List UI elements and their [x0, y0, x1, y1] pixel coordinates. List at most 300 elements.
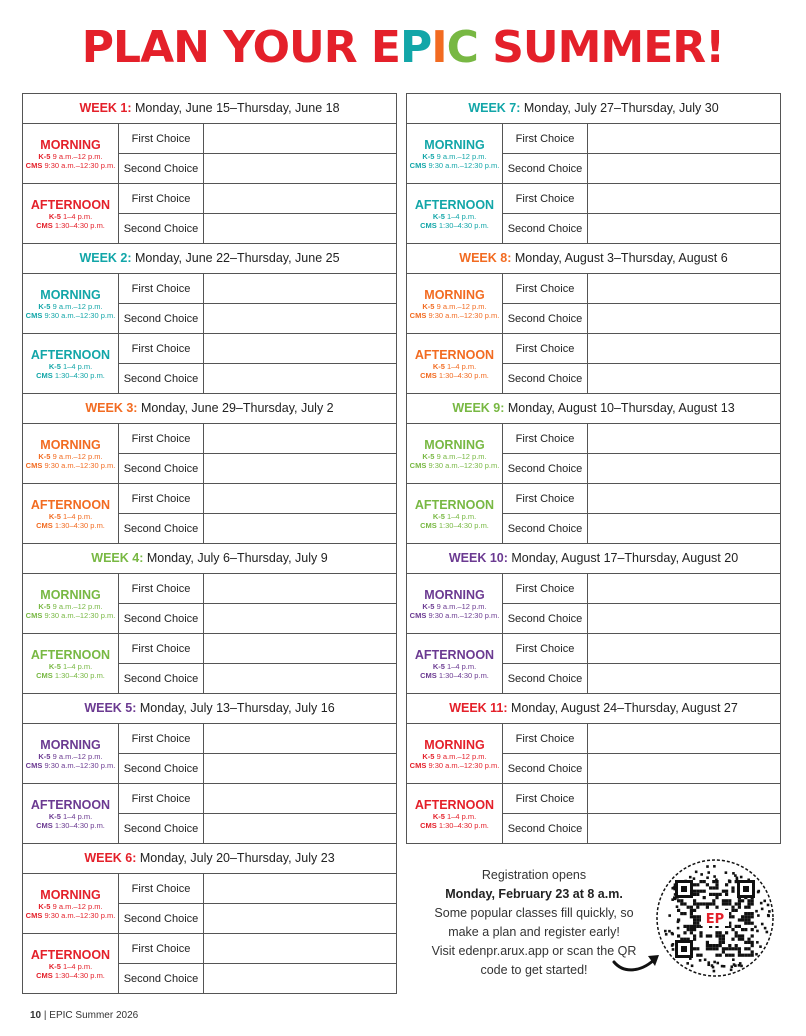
week-block — [406, 243, 781, 393]
second-choice-field[interactable] — [588, 664, 780, 693]
afternoon-label: AFTERNOON — [30, 197, 111, 212]
registration-heading: Registration opens — [481, 868, 587, 882]
afternoon-label: AFTERNOON — [414, 497, 495, 512]
k5-time — [49, 212, 92, 221]
week-block — [22, 93, 397, 243]
cms-time — [26, 911, 116, 920]
first-choice-label: First Choice — [119, 784, 204, 813]
second-choice-label: Second Choice — [503, 754, 588, 783]
morning-slot-label — [23, 574, 119, 633]
grade-label: CMS — [409, 460, 427, 470]
second-choice-label: Second Choice — [119, 754, 204, 783]
second-choice-field[interactable] — [204, 814, 396, 843]
k5-time — [433, 812, 476, 821]
week-column-right — [406, 93, 781, 844]
second-choice-label: Second Choice — [503, 304, 588, 333]
time-text: 1:30–4:30 p.m. — [438, 820, 489, 830]
morning-slot-label — [407, 424, 503, 483]
cms-time — [36, 521, 105, 530]
week-dates: Monday, July 20–Thursday, July 23 — [139, 851, 335, 865]
first-choice-row — [119, 184, 396, 214]
second-choice-label: Second Choice — [503, 604, 588, 633]
afternoon-slot — [407, 334, 780, 393]
morning-slot — [407, 424, 780, 484]
afternoon-slot — [23, 334, 396, 393]
afternoon-slot-label — [23, 334, 119, 393]
second-choice-label: Second Choice — [119, 364, 204, 393]
first-choice-row — [503, 634, 780, 664]
afternoon-slot-label — [407, 634, 503, 693]
second-choice-field[interactable] — [588, 604, 780, 633]
choices — [119, 934, 396, 993]
choices — [119, 874, 396, 933]
grade-label: CMS — [25, 910, 43, 920]
choices — [119, 424, 396, 483]
grade-label: K-5 — [48, 511, 61, 521]
second-choice-row — [119, 814, 396, 843]
second-choice-label: Second Choice — [503, 664, 588, 693]
time-text: 9:30 a.m.–12:30 p.m. — [44, 160, 116, 170]
second-choice-row — [119, 514, 396, 543]
second-choice-field[interactable] — [204, 664, 396, 693]
page-footer: 10 | EPIC Summer 2026 — [30, 1010, 139, 1021]
k5-time — [38, 752, 102, 761]
afternoon-label: AFTERNOON — [30, 647, 111, 662]
choices — [503, 574, 780, 633]
grade-label: CMS — [420, 520, 437, 530]
first-choice-field[interactable] — [588, 574, 780, 603]
cms-time — [410, 611, 500, 620]
morning-label: MORNING — [424, 437, 485, 452]
morning-slot — [407, 724, 780, 784]
second-choice-label: Second Choice — [503, 454, 588, 483]
second-choice-field[interactable] — [588, 304, 780, 333]
grade-label: K-5 — [38, 301, 51, 311]
morning-label: MORNING — [40, 737, 101, 752]
morning-slot — [23, 274, 396, 334]
afternoon-slot-label — [23, 784, 119, 843]
choices — [119, 334, 396, 393]
choices — [119, 724, 396, 783]
cms-time — [410, 761, 500, 770]
second-choice-label: Second Choice — [503, 154, 588, 183]
k5-time — [422, 752, 486, 761]
morning-slot — [23, 724, 396, 784]
week-header — [23, 244, 396, 274]
first-choice-label: First Choice — [503, 334, 588, 363]
grade-label: K-5 — [432, 211, 445, 221]
cms-time — [420, 371, 489, 380]
week-dates: Monday, August 24–Thursday, August 27 — [511, 701, 738, 715]
morning-label: MORNING — [424, 287, 485, 302]
grade-label: K-5 — [422, 451, 435, 461]
time-text: 9 a.m.–12 p.m. — [52, 601, 103, 611]
grade-label: K-5 — [422, 601, 435, 611]
afternoon-slot — [23, 634, 396, 693]
afternoon-label: AFTERNOON — [30, 797, 111, 812]
week-block — [22, 843, 397, 994]
second-choice-row — [503, 454, 780, 483]
first-choice-label: First Choice — [503, 634, 588, 663]
cms-time — [420, 221, 489, 230]
footer-text: EPIC Summer 2026 — [49, 1010, 139, 1021]
morning-slot — [407, 274, 780, 334]
morning-slot-label — [23, 874, 119, 933]
second-choice-field[interactable] — [204, 364, 396, 393]
time-text: 9 a.m.–12 p.m. — [52, 301, 103, 311]
first-choice-label: First Choice — [119, 274, 204, 303]
time-text: 9:30 a.m.–12:30 p.m. — [44, 760, 116, 770]
second-choice-label: Second Choice — [119, 154, 204, 183]
choices — [503, 274, 780, 333]
grade-label: K-5 — [432, 511, 445, 521]
first-choice-label: First Choice — [503, 424, 588, 453]
first-choice-field[interactable] — [204, 184, 396, 213]
grade-label: K-5 — [38, 901, 51, 911]
k5-time — [433, 362, 476, 371]
grade-label: CMS — [36, 820, 53, 830]
first-choice-row — [119, 724, 396, 754]
grade-label: K-5 — [48, 361, 61, 371]
first-choice-row — [503, 724, 780, 754]
time-text: 9:30 a.m.–12:30 p.m. — [44, 310, 116, 320]
second-choice-row — [119, 154, 396, 183]
first-choice-label: First Choice — [503, 784, 588, 813]
afternoon-label: AFTERNOON — [414, 197, 495, 212]
k5-time — [49, 512, 92, 521]
grade-label: CMS — [36, 220, 53, 230]
registration-date: Monday, February 23 at 8 a.m. — [445, 887, 623, 901]
morning-slot — [23, 874, 396, 934]
page-title — [0, 18, 806, 78]
grade-label: K-5 — [432, 811, 445, 821]
time-text: 9 a.m.–12 p.m. — [436, 151, 487, 161]
week-block — [22, 543, 397, 693]
choices — [503, 334, 780, 393]
first-choice-field[interactable] — [588, 184, 780, 213]
second-choice-field[interactable] — [588, 814, 780, 843]
first-choice-row — [119, 424, 396, 454]
afternoon-slot — [407, 634, 780, 693]
week-header — [23, 94, 396, 124]
first-choice-field[interactable] — [588, 274, 780, 303]
first-choice-label: First Choice — [503, 484, 588, 513]
k5-time — [422, 452, 486, 461]
first-choice-label: First Choice — [119, 934, 204, 963]
registration-text: code to get started! — [480, 963, 588, 977]
first-choice-label: First Choice — [119, 634, 204, 663]
cms-time — [36, 221, 105, 230]
second-choice-row — [119, 364, 396, 393]
choices — [503, 484, 780, 543]
second-choice-row — [503, 214, 780, 243]
first-choice-label: First Choice — [119, 484, 204, 513]
week-header — [407, 394, 780, 424]
grade-label: CMS — [25, 310, 43, 320]
title-letter-c: C — [446, 22, 478, 73]
cms-time — [420, 671, 489, 680]
morning-slot-label — [407, 274, 503, 333]
time-text: 9 a.m.–12 p.m. — [52, 901, 103, 911]
time-text: 9:30 a.m.–12:30 p.m. — [428, 610, 500, 620]
time-text: 9 a.m.–12 p.m. — [436, 601, 487, 611]
time-text: 1:30–4:30 p.m. — [438, 370, 489, 380]
morning-slot-label — [23, 424, 119, 483]
first-choice-field[interactable] — [204, 124, 396, 153]
afternoon-slot — [23, 934, 396, 993]
grade-label: CMS — [36, 670, 53, 680]
first-choice-label: First Choice — [119, 184, 204, 213]
morning-slot-label — [407, 574, 503, 633]
grade-label: K-5 — [48, 811, 61, 821]
week-dates: Monday, June 15–Thursday, June 18 — [135, 101, 340, 115]
time-text: 1–4 p.m. — [447, 361, 477, 371]
grade-label: CMS — [25, 160, 43, 170]
afternoon-slot-label — [23, 634, 119, 693]
morning-label: MORNING — [40, 587, 101, 602]
grade-label: K-5 — [48, 211, 61, 221]
choices — [503, 124, 780, 183]
grade-label: K-5 — [38, 751, 51, 761]
second-choice-field[interactable] — [588, 364, 780, 393]
cms-time — [36, 671, 105, 680]
first-choice-field[interactable] — [588, 334, 780, 363]
time-text: 1–4 p.m. — [447, 511, 477, 521]
morning-slot — [23, 574, 396, 634]
time-text: 1–4 p.m. — [63, 661, 93, 671]
grade-label: CMS — [36, 970, 53, 980]
week-block — [22, 393, 397, 543]
choices — [119, 784, 396, 843]
week-header — [23, 844, 396, 874]
afternoon-slot-label — [407, 184, 503, 243]
time-text: 9 a.m.–12 p.m. — [436, 301, 487, 311]
morning-slot-label — [23, 274, 119, 333]
choices — [119, 574, 396, 633]
time-text: 9 a.m.–12 p.m. — [52, 151, 103, 161]
second-choice-field[interactable] — [204, 754, 396, 783]
time-text: 1–4 p.m. — [447, 811, 477, 821]
week-block — [22, 243, 397, 393]
qr-code[interactable] — [655, 858, 775, 978]
second-choice-field[interactable] — [588, 754, 780, 783]
time-text: 9 a.m.–12 p.m. — [52, 751, 103, 761]
week-label: WEEK 3: — [85, 401, 138, 415]
second-choice-row — [119, 214, 396, 243]
second-choice-row — [119, 964, 396, 993]
time-text: 9 a.m.–12 p.m. — [436, 751, 487, 761]
second-choice-field[interactable] — [204, 904, 396, 933]
time-text: 1–4 p.m. — [447, 661, 477, 671]
first-choice-label: First Choice — [119, 124, 204, 153]
afternoon-label: AFTERNOON — [414, 797, 495, 812]
second-choice-label: Second Choice — [119, 514, 204, 543]
cms-time — [26, 311, 116, 320]
afternoon-slot — [407, 484, 780, 543]
time-text: 1–4 p.m. — [63, 811, 93, 821]
morning-label: MORNING — [40, 437, 101, 452]
first-choice-label: First Choice — [119, 724, 204, 753]
first-choice-field[interactable] — [588, 424, 780, 453]
time-text: 1–4 p.m. — [63, 961, 93, 971]
morning-label: MORNING — [424, 587, 485, 602]
first-choice-label: First Choice — [503, 274, 588, 303]
afternoon-slot-label — [23, 934, 119, 993]
grade-label: CMS — [420, 220, 437, 230]
week-dates: Monday, July 13–Thursday, July 16 — [139, 701, 335, 715]
k5-time — [49, 812, 92, 821]
cms-time — [26, 161, 116, 170]
title-letter-e: E — [370, 22, 400, 73]
time-text: 9 a.m.–12 p.m. — [52, 451, 103, 461]
first-choice-field[interactable] — [204, 634, 396, 663]
first-choice-field[interactable] — [588, 124, 780, 153]
k5-time — [49, 962, 92, 971]
week-label: WEEK 2: — [79, 251, 132, 265]
second-choice-field[interactable] — [204, 454, 396, 483]
morning-label: MORNING — [40, 887, 101, 902]
k5-time — [433, 212, 476, 221]
afternoon-slot-label — [23, 484, 119, 543]
time-text: 9:30 a.m.–12:30 p.m. — [428, 760, 500, 770]
first-choice-label: First Choice — [503, 574, 588, 603]
first-choice-row — [119, 874, 396, 904]
second-choice-row — [503, 664, 780, 693]
first-choice-field[interactable] — [204, 934, 396, 963]
first-choice-field[interactable] — [204, 334, 396, 363]
k5-time — [49, 662, 92, 671]
k5-time — [433, 662, 476, 671]
title-part2: SUMMER! — [477, 22, 725, 73]
registration-text: make a plan and register early! — [448, 925, 620, 939]
time-text: 1:30–4:30 p.m. — [54, 820, 105, 830]
cms-time — [36, 371, 105, 380]
cms-time — [420, 821, 489, 830]
time-text: 9:30 a.m.–12:30 p.m. — [44, 610, 116, 620]
first-choice-field[interactable] — [204, 724, 396, 753]
first-choice-label: First Choice — [119, 334, 204, 363]
week-block — [406, 543, 781, 693]
first-choice-row — [119, 784, 396, 814]
cms-time — [410, 461, 500, 470]
first-choice-field[interactable] — [204, 874, 396, 903]
second-choice-field[interactable] — [588, 514, 780, 543]
time-text: 1:30–4:30 p.m. — [438, 520, 489, 530]
afternoon-slot-label — [407, 334, 503, 393]
week-dates: Monday, August 10–Thursday, August 13 — [507, 401, 735, 415]
week-dates: Monday, August 3–Thursday, August 6 — [514, 251, 728, 265]
afternoon-label: AFTERNOON — [414, 347, 495, 362]
cms-time — [26, 461, 116, 470]
grade-label: K-5 — [48, 961, 61, 971]
second-choice-field[interactable] — [204, 154, 396, 183]
title-letter-p: P — [399, 22, 432, 73]
grade-label: K-5 — [422, 751, 435, 761]
second-choice-row — [503, 604, 780, 633]
second-choice-field[interactable] — [588, 454, 780, 483]
first-choice-row — [119, 124, 396, 154]
time-text: 1–4 p.m. — [63, 361, 93, 371]
grade-label: CMS — [25, 760, 43, 770]
time-text: 1–4 p.m. — [447, 211, 477, 221]
afternoon-slot — [407, 184, 780, 243]
grade-label: K-5 — [38, 601, 51, 611]
time-text: 1–4 p.m. — [63, 511, 93, 521]
time-text: 9 a.m.–12 p.m. — [436, 451, 487, 461]
first-choice-field[interactable] — [588, 784, 780, 813]
second-choice-row — [503, 754, 780, 783]
second-choice-label: Second Choice — [119, 964, 204, 993]
first-choice-field[interactable] — [588, 484, 780, 513]
first-choice-field[interactable] — [588, 634, 780, 663]
week-label: WEEK 1: — [79, 101, 132, 115]
second-choice-label: Second Choice — [119, 604, 204, 633]
second-choice-label: Second Choice — [503, 514, 588, 543]
afternoon-slot-label — [23, 184, 119, 243]
grade-label: CMS — [409, 610, 427, 620]
first-choice-field[interactable] — [204, 484, 396, 513]
first-choice-row — [119, 574, 396, 604]
choices — [119, 184, 396, 243]
second-choice-field[interactable] — [204, 514, 396, 543]
first-choice-field[interactable] — [204, 424, 396, 453]
afternoon-slot-label — [407, 784, 503, 843]
first-choice-row — [503, 274, 780, 304]
second-choice-field[interactable] — [204, 964, 396, 993]
grade-label: CMS — [36, 370, 53, 380]
cms-time — [410, 311, 500, 320]
first-choice-row — [503, 784, 780, 814]
time-text: 9:30 a.m.–12:30 p.m. — [44, 460, 116, 470]
second-choice-field[interactable] — [588, 214, 780, 243]
week-header — [23, 544, 396, 574]
time-text: 9:30 a.m.–12:30 p.m. — [44, 910, 116, 920]
afternoon-label: AFTERNOON — [30, 497, 111, 512]
first-choice-field[interactable] — [204, 274, 396, 303]
k5-time — [38, 152, 102, 161]
morning-label: MORNING — [40, 137, 101, 152]
second-choice-field[interactable] — [588, 154, 780, 183]
second-choice-label: Second Choice — [119, 664, 204, 693]
afternoon-label: AFTERNOON — [414, 647, 495, 662]
second-choice-field[interactable] — [204, 304, 396, 333]
first-choice-field[interactable] — [588, 724, 780, 753]
time-text: 1:30–4:30 p.m. — [54, 970, 105, 980]
time-text: 1:30–4:30 p.m. — [438, 670, 489, 680]
title-letter-i: I — [431, 22, 447, 73]
second-choice-row — [503, 304, 780, 333]
second-choice-row — [503, 514, 780, 543]
first-choice-field[interactable] — [204, 574, 396, 603]
first-choice-label: First Choice — [119, 574, 204, 603]
choices — [119, 634, 396, 693]
second-choice-row — [119, 754, 396, 783]
choices — [503, 634, 780, 693]
week-label: WEEK 5: — [84, 701, 137, 715]
second-choice-label: Second Choice — [119, 304, 204, 333]
second-choice-field[interactable] — [204, 604, 396, 633]
k5-time — [38, 902, 102, 911]
k5-time — [38, 452, 102, 461]
second-choice-label: Second Choice — [119, 214, 204, 243]
first-choice-row — [119, 484, 396, 514]
second-choice-label: Second Choice — [119, 814, 204, 843]
first-choice-field[interactable] — [204, 784, 396, 813]
grade-label: K-5 — [48, 661, 61, 671]
second-choice-field[interactable] — [204, 214, 396, 243]
choices — [119, 484, 396, 543]
first-choice-row — [119, 274, 396, 304]
